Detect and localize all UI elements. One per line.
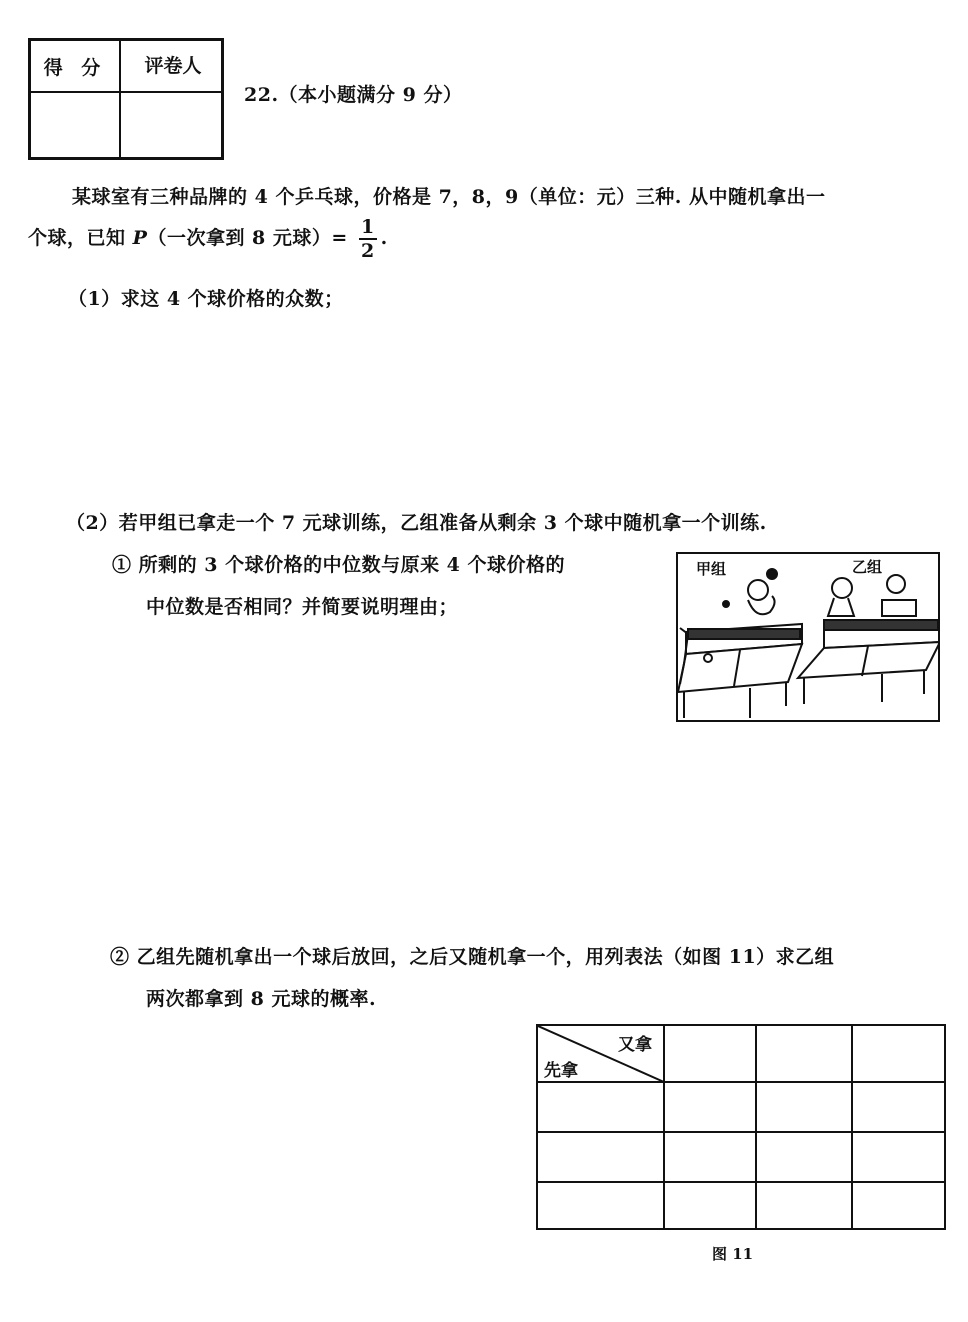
figure-caption: 图 11 <box>712 1245 754 1263</box>
intro-prefix: 个球，已知 <box>28 227 126 249</box>
part2-1-line1: ① 所剩的 3 个球价格的中位数与原来 4 个球价格的 <box>112 554 566 576</box>
part2-text: （2）若甲组已拿走一个 7 元球训练，乙组准备从剩余 3 个球中随机拿一个训练. <box>66 512 767 534</box>
part2-2-line1: ② 乙组先随机拿出一个球后放回，之后又随机拿一个，用列表法（如图 11）求乙组 <box>110 946 835 968</box>
prob-event: （一次拿到 8 元球）= <box>147 227 348 249</box>
score-box <box>28 38 224 160</box>
fraction-denominator: 2 <box>360 240 375 262</box>
part2-1-line2: 中位数是否相同？并简要说明理由； <box>146 596 459 618</box>
question-intro-line1: 某球室有三种品牌的 4 个乒乓球，价格是 7，8，9（单位：元）三种. 从中随机拿出一 <box>72 186 826 208</box>
prob-symbol: P <box>132 227 148 249</box>
question-number: 22.（本小题满分 9 分） <box>244 84 463 106</box>
grader-label: 评卷人 <box>144 55 202 77</box>
score-box-divider <box>31 91 221 93</box>
question-intro-line2 <box>28 216 388 262</box>
fraction <box>359 216 377 262</box>
group-a-label: 甲组 <box>696 560 727 578</box>
part1-text: （1）求这 4 个球价格的众数； <box>68 288 344 310</box>
table-grid-lines <box>538 1026 944 1228</box>
table-header-second-draw: 又拿 <box>618 1035 652 1055</box>
table-header-first-draw: 先拿 <box>544 1061 578 1081</box>
intro-suffix: . <box>380 227 388 249</box>
ping-pong-illustration <box>676 552 940 722</box>
fraction-numerator: 1 <box>360 216 375 238</box>
answer-table <box>536 1024 946 1230</box>
group-b-label: 乙组 <box>852 558 883 576</box>
part2-2-line2: 两次都拿到 8 元球的概率. <box>146 988 377 1010</box>
score-label: 得 分 <box>43 57 107 79</box>
